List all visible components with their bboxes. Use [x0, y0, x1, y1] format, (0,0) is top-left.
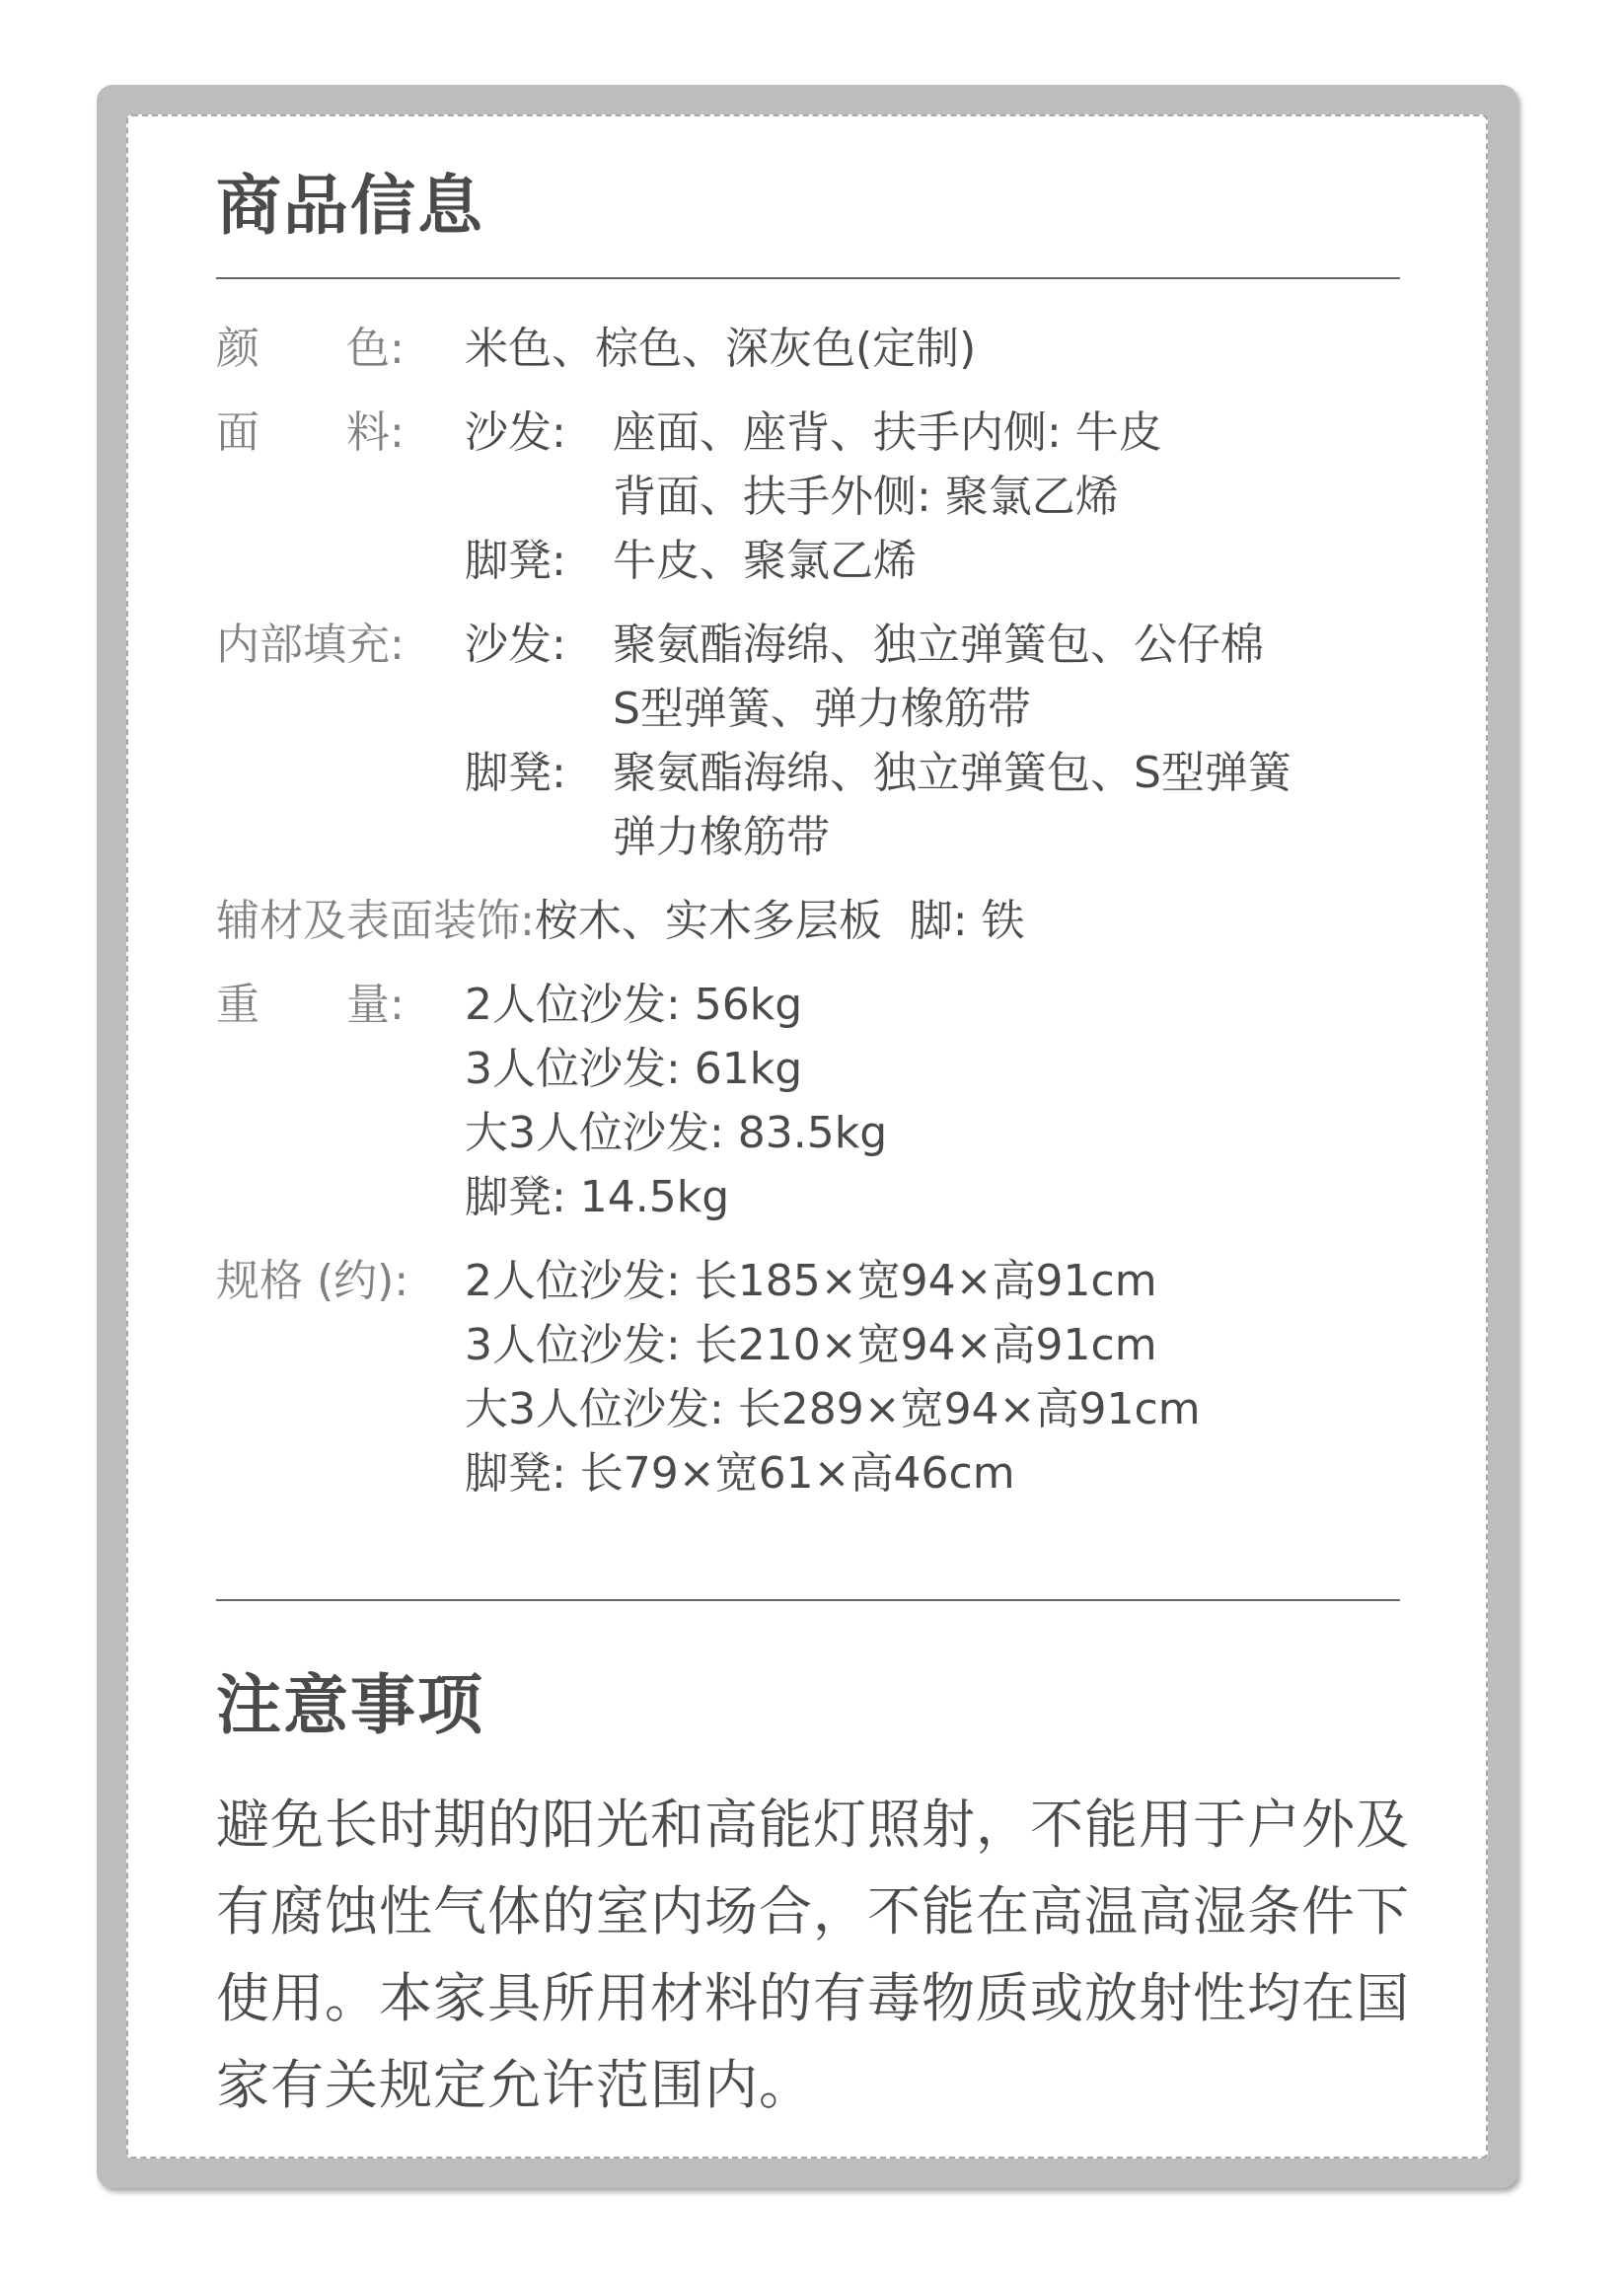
spec-value-line: 2人位沙发: 56kg — [465, 980, 803, 1030]
spec-row-size — [216, 1249, 1420, 1505]
spec-row-accessories — [216, 889, 1420, 953]
spec-label-size: 规格 (约): — [216, 1256, 409, 1306]
spec-sub-label: 沙发: — [465, 620, 566, 670]
notice-text: 避免长时期的阳光和高能灯照射，不能用于户外及有腐蚀性气体的室内场合，不能在高温高湿条件下使用。本家具所用材料的有毒物质或放射性均在国家有关规定允许范围内。 — [216, 1794, 1410, 2116]
spec-value-line: 脚凳: 14.5kg — [465, 1172, 730, 1222]
notice-title: 注意事项 — [216, 1667, 484, 1743]
spec-sub-label: 脚凳: — [465, 536, 566, 586]
divider — [216, 277, 1400, 279]
spec-value-line: 座面、座背、扶手内侧: 牛皮 — [613, 407, 1162, 458]
spec-row-material — [216, 401, 1420, 593]
spec-row-filling — [216, 613, 1420, 869]
product-card — [126, 114, 1488, 2159]
spec-sub-label: 脚凳: — [465, 748, 566, 798]
spec-value-line: 大3人位沙发: 83.5kg — [465, 1108, 888, 1158]
spec-list — [216, 317, 1420, 1505]
card-frame — [97, 85, 1517, 2188]
spec-value-line: 3人位沙发: 长210×宽94×高91cm — [465, 1320, 1157, 1370]
spec-sub-label: 沙发: — [465, 407, 566, 458]
spec-value-line: 牛皮、聚氯乙烯 — [613, 536, 917, 586]
spec-label-accessories: 辅材及表面装饰: — [216, 896, 535, 946]
spec-value-line: 3人位沙发: 61kg — [465, 1044, 803, 1094]
spec-row-weight — [216, 973, 1420, 1229]
spec-value-color: 米色、棕色、深灰色(定制) — [465, 324, 977, 374]
divider — [216, 1599, 1400, 1601]
spec-value-line: 大3人位沙发: 长289×宽94×高91cm — [465, 1384, 1201, 1434]
spec-label-color: 颜 色: — [216, 324, 405, 374]
spec-label-material: 面 料: — [216, 407, 405, 458]
spec-value-line: 2人位沙发: 长185×宽94×高91cm — [465, 1256, 1157, 1306]
spec-value-line: S型弹簧、弹力橡筋带 — [613, 684, 1031, 734]
spec-value-line: 聚氨酯海绵、独立弹簧包、S型弹簧 — [613, 748, 1292, 798]
spec-value-line: 聚氨酯海绵、独立弹簧包、公仔棉 — [613, 620, 1264, 670]
spec-value-accessories: 桉木、实木多层板 脚: 铁 — [534, 896, 1025, 946]
spec-value-line: 脚凳: 长79×宽61×高46cm — [465, 1448, 1015, 1499]
spec-row-color — [216, 317, 1420, 381]
spec-value-line: 背面、扶手外侧: 聚氯乙烯 — [613, 472, 1119, 522]
spec-value-line: 弹力橡筋带 — [613, 812, 830, 862]
spec-label-weight: 重 量: — [216, 980, 405, 1030]
spec-label-filling: 内部填充: — [216, 620, 405, 670]
product-info-title: 商品信息 — [216, 168, 484, 244]
